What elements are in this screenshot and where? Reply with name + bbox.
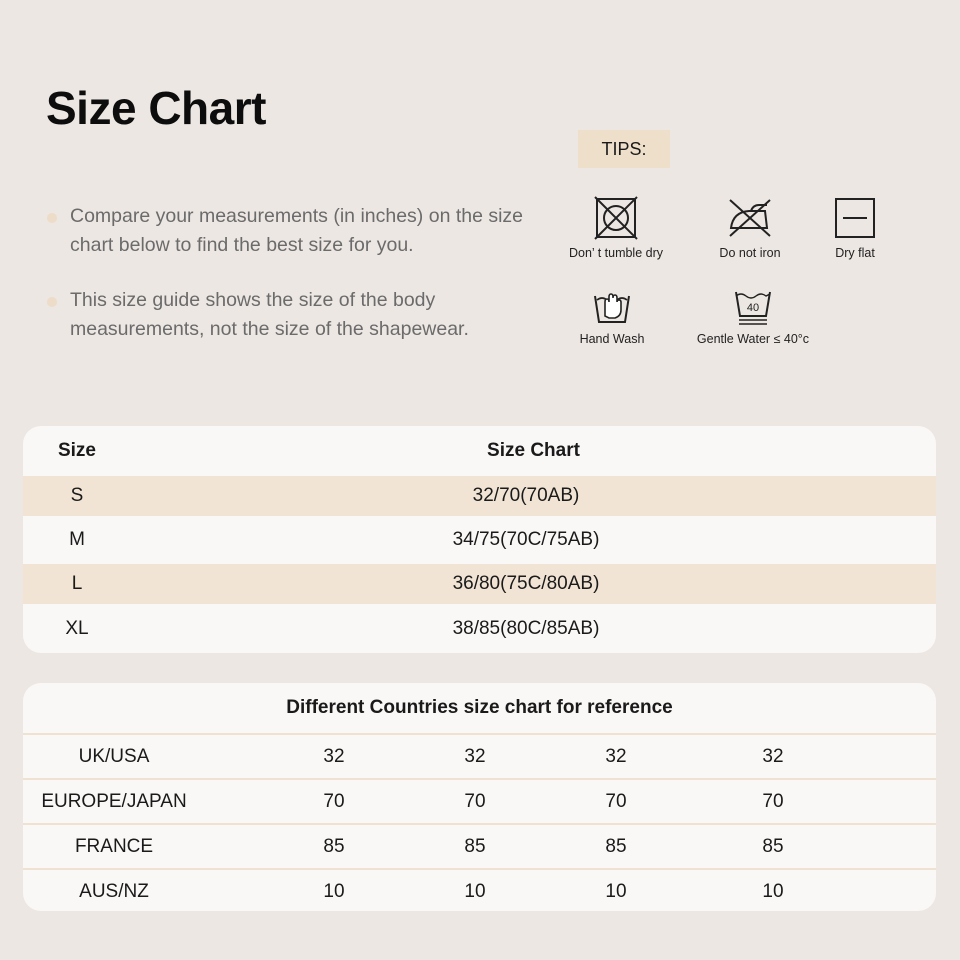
tips-label: TIPS: bbox=[578, 130, 670, 168]
column-header-size: Size bbox=[57, 440, 97, 461]
value-cell: 10 bbox=[762, 880, 784, 902]
table-row bbox=[23, 735, 936, 780]
care-label: Hand Wash bbox=[579, 332, 645, 346]
column-header-size-chart: Size Chart bbox=[487, 440, 580, 461]
size-table bbox=[23, 426, 936, 653]
temperature-label: 40 bbox=[746, 302, 760, 314]
no-iron-icon bbox=[727, 196, 773, 240]
care-item bbox=[815, 196, 895, 260]
info-list bbox=[46, 202, 526, 370]
country-cell: EUROPE/JAPAN bbox=[41, 790, 187, 812]
value-cell: 85 bbox=[605, 835, 627, 857]
info-item bbox=[46, 286, 526, 344]
care-item bbox=[562, 288, 662, 346]
size-table-header bbox=[23, 426, 936, 476]
value-cell: 70 bbox=[762, 790, 784, 812]
size-cell: L bbox=[71, 573, 83, 594]
value-cell: 85 bbox=[323, 835, 345, 857]
country-cell: FRANCE bbox=[74, 835, 154, 857]
info-text: This size guide shows the size of the body measurements, not the size of the shapewear. bbox=[70, 289, 469, 340]
size-cell: S bbox=[70, 485, 84, 506]
care-label: Do not iron bbox=[719, 246, 781, 260]
country-cell: UK/USA bbox=[78, 745, 150, 767]
value-cell: 85 bbox=[464, 835, 486, 857]
bullet-dot-icon bbox=[47, 213, 57, 223]
hand-wash-icon bbox=[593, 288, 631, 326]
info-item bbox=[46, 202, 526, 260]
care-label: Dry flat bbox=[835, 246, 875, 260]
value-cell: 70 bbox=[323, 790, 345, 812]
table-row bbox=[23, 604, 936, 653]
care-item bbox=[700, 196, 800, 260]
chart-cell: 38/85(80C/85AB) bbox=[452, 617, 600, 639]
chart-cell: 34/75(70C/75AB) bbox=[452, 529, 600, 550]
care-item bbox=[688, 286, 818, 346]
value-cell: 32 bbox=[464, 745, 486, 767]
table-row bbox=[23, 780, 936, 825]
table-row bbox=[23, 516, 936, 564]
chart-cell: 36/80(75C/80AB) bbox=[452, 573, 600, 594]
size-cell: XL bbox=[65, 617, 89, 639]
value-cell: 32 bbox=[762, 745, 784, 767]
value-cell: 10 bbox=[464, 880, 486, 902]
page-title: Size Chart bbox=[46, 82, 266, 134]
value-cell: 85 bbox=[762, 835, 784, 857]
value-cell: 10 bbox=[323, 880, 345, 902]
care-label: Don’ t tumble dry bbox=[568, 246, 664, 260]
table-row bbox=[23, 825, 936, 870]
info-text: Compare your measurements (in inches) on the size chart below to find the best size for you. bbox=[70, 205, 524, 256]
chart-cell: 32/70(70AB) bbox=[472, 485, 580, 506]
country-size-table bbox=[23, 683, 936, 911]
table-row bbox=[23, 564, 936, 604]
value-cell: 32 bbox=[605, 745, 627, 767]
care-item bbox=[556, 196, 676, 260]
bullet-dot-icon bbox=[47, 297, 57, 307]
size-cell: M bbox=[69, 529, 85, 550]
country-table-title: Different Countries size chart for reference bbox=[23, 683, 936, 735]
value-cell: 70 bbox=[464, 790, 486, 812]
country-cell: AUS/NZ bbox=[79, 880, 149, 902]
value-cell: 10 bbox=[605, 880, 627, 902]
value-cell: 70 bbox=[605, 790, 627, 812]
dry-flat-icon bbox=[833, 196, 877, 240]
table-row bbox=[23, 476, 936, 516]
table-row bbox=[23, 870, 936, 911]
care-label: Gentle Water ≤ 40°c bbox=[696, 332, 810, 346]
value-cell: 32 bbox=[323, 745, 345, 767]
gentle-water-40-icon bbox=[734, 286, 772, 326]
no-tumble-dry-icon bbox=[594, 196, 638, 240]
